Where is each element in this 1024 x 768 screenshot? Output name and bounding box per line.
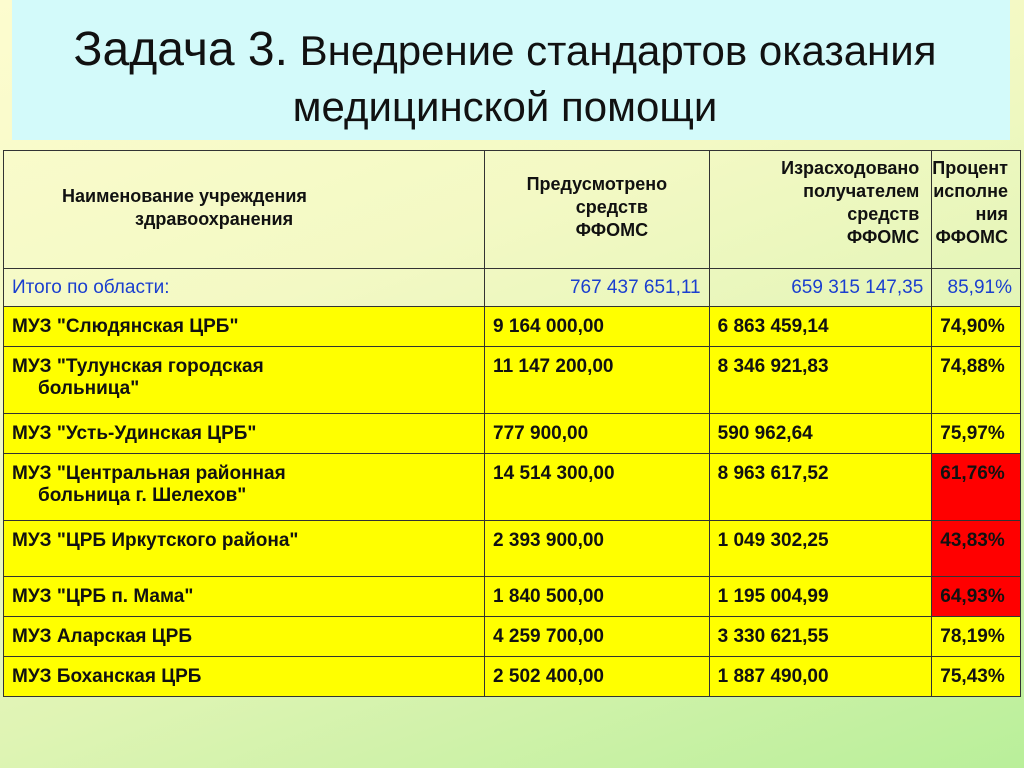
- table-row: [4, 617, 1021, 657]
- total-row: [4, 269, 1021, 307]
- spent-value: 1 049 302,25: [709, 521, 932, 577]
- header-percent: Процент исполне ния ФФОМС: [932, 151, 1021, 269]
- institution-name: МУЗ "Тулунская городская больница": [4, 347, 485, 414]
- institution-name: МУЗ "ЦРБ Иркутского района": [4, 521, 485, 577]
- title-prefix: Задача 3.: [73, 23, 288, 76]
- planned-value: 9 164 000,00: [485, 307, 710, 347]
- table-row: [4, 414, 1021, 454]
- table-row: [4, 521, 1021, 577]
- total-percent: 85,91%: [932, 269, 1021, 307]
- planned-value: 2 393 900,00: [485, 521, 710, 577]
- header-spent: Израсходовано получателем средств ФФОМС: [709, 151, 932, 269]
- institution-name: МУЗ "Усть-Удинская ЦРБ": [4, 414, 485, 454]
- total-label: Итого по области:: [4, 269, 485, 307]
- title-line2: медицинской помощи: [292, 83, 718, 130]
- spent-value: 1 195 004,99: [709, 577, 932, 617]
- planned-value: 14 514 300,00: [485, 454, 710, 521]
- spent-value: 1 887 490,00: [709, 657, 932, 697]
- spent-value: 6 863 459,14: [709, 307, 932, 347]
- header-row: [4, 151, 1021, 269]
- title-line1: Внедрение стандартов оказания: [287, 27, 937, 74]
- header-planned: Предусмотрено средств ФФОМС: [485, 151, 710, 269]
- institution-name: МУЗ Боханская ЦРБ: [4, 657, 485, 697]
- percent-value: 75,43%: [932, 657, 1021, 697]
- percent-value: 74,90%: [932, 307, 1021, 347]
- funding-table: [3, 150, 1021, 697]
- table-row: [4, 657, 1021, 697]
- percent-value: 75,97%: [932, 414, 1021, 454]
- planned-value: 2 502 400,00: [485, 657, 710, 697]
- planned-value: 4 259 700,00: [485, 617, 710, 657]
- institution-name: МУЗ "ЦРБ п. Мама": [4, 577, 485, 617]
- percent-value: 74,88%: [932, 347, 1021, 414]
- table-row: [4, 454, 1021, 521]
- percent-value: 78,19%: [932, 617, 1021, 657]
- planned-value: 777 900,00: [485, 414, 710, 454]
- total-spent: 659 315 147,35: [709, 269, 932, 307]
- institution-name: МУЗ Аларская ЦРБ: [4, 617, 485, 657]
- table-row: [4, 347, 1021, 414]
- institution-name: МУЗ "Слюдянская ЦРБ": [4, 307, 485, 347]
- total-planned: 767 437 651,11: [485, 269, 710, 307]
- spent-value: 8 963 617,52: [709, 454, 932, 521]
- percent-value: 61,76%: [932, 454, 1021, 521]
- institution-name: МУЗ "Центральная районная больница г. Шелехов": [4, 454, 485, 521]
- planned-value: 11 147 200,00: [485, 347, 710, 414]
- header-institution: Наименование учреждения здравоохранения: [4, 151, 485, 269]
- table-row: [4, 577, 1021, 617]
- spent-value: 8 346 921,83: [709, 347, 932, 414]
- spent-value: 3 330 621,55: [709, 617, 932, 657]
- planned-value: 1 840 500,00: [485, 577, 710, 617]
- table-row: [4, 307, 1021, 347]
- percent-value: 64,93%: [932, 577, 1021, 617]
- slide-title: [0, 22, 1010, 135]
- spent-value: 590 962,64: [709, 414, 932, 454]
- percent-value: 43,83%: [932, 521, 1021, 577]
